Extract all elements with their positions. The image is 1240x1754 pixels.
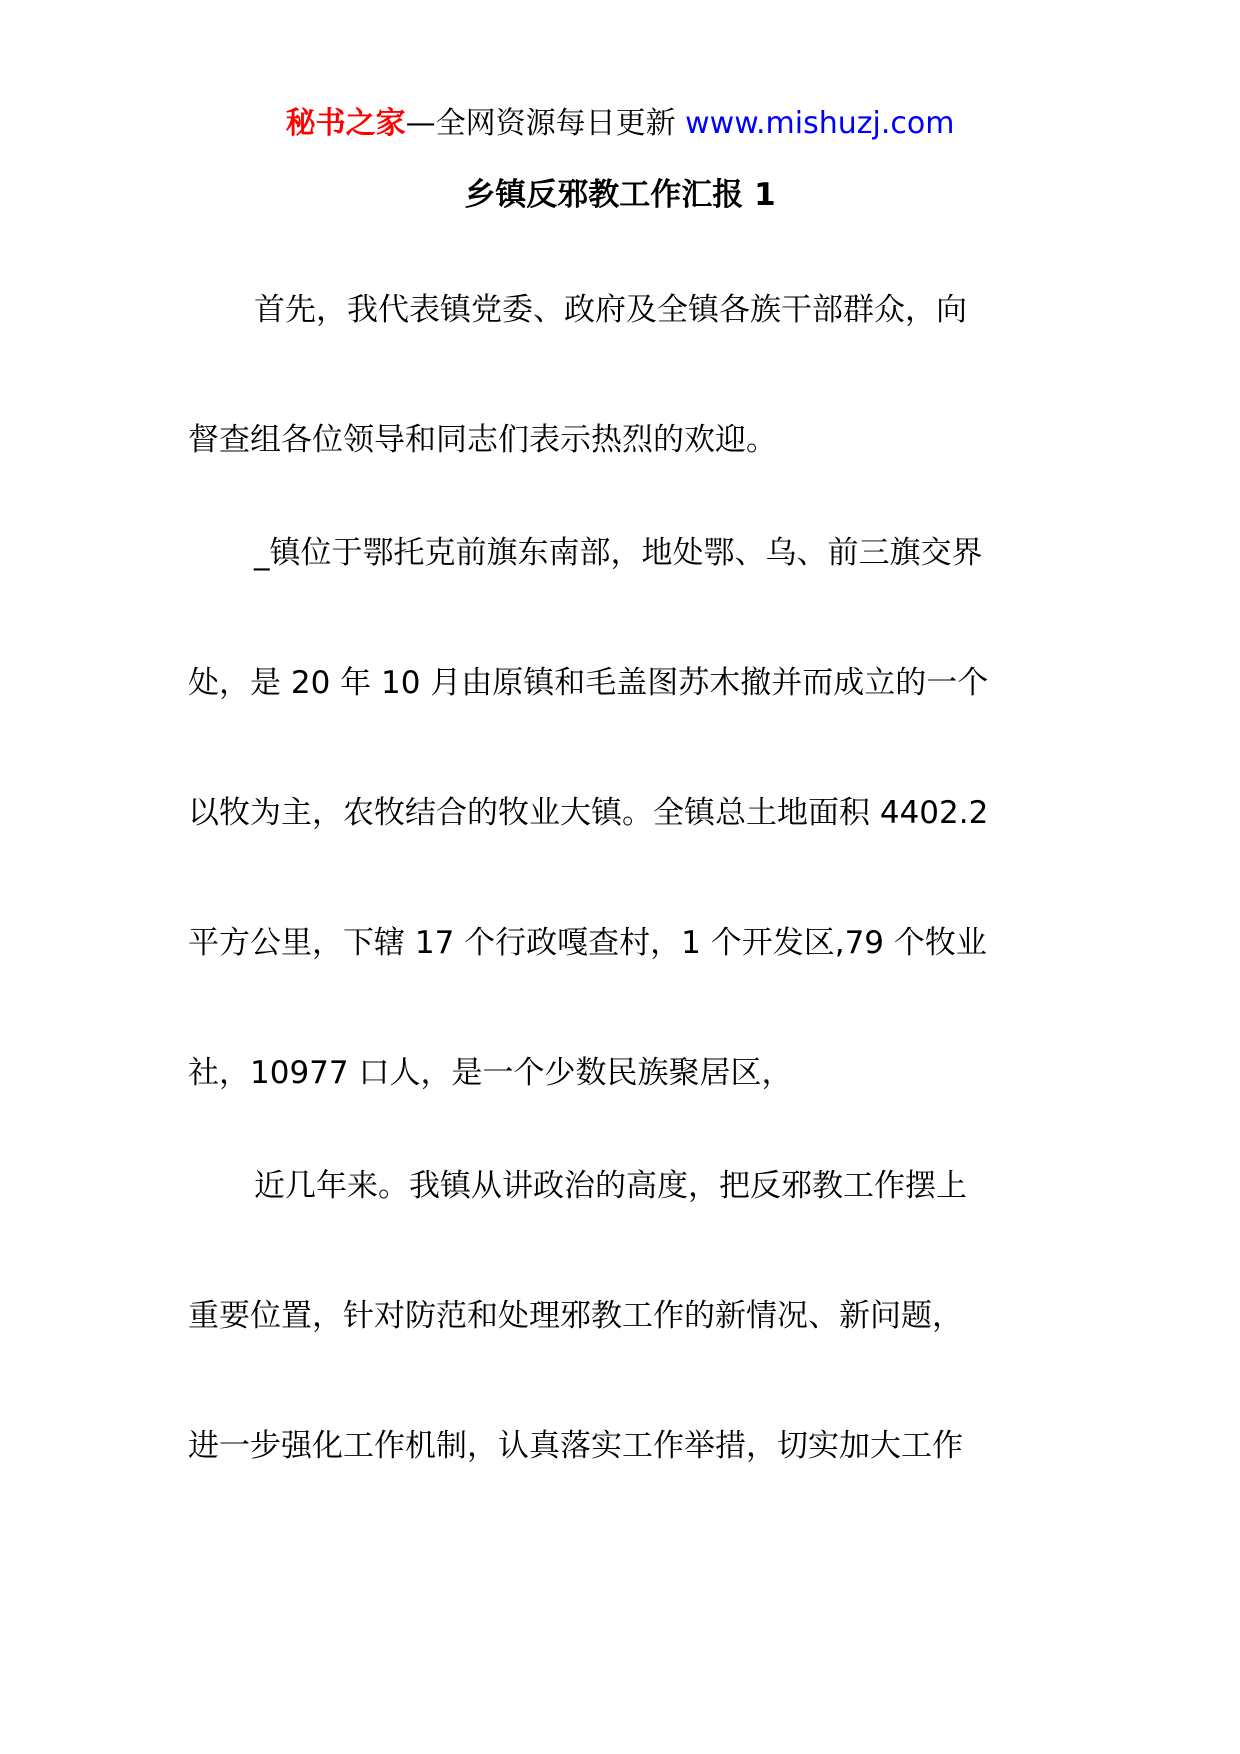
site-slogan: —全网资源每日更新 <box>405 106 676 141</box>
paragraph-3-line-3: 进一步强化工作机制，认真落实工作举措，切实加大工作 <box>188 1428 963 1464</box>
site-brand: 秘书之家 <box>285 106 406 141</box>
paragraph-2-line-5: 社，10977 口人，是一个少数民族聚居区， <box>188 1055 793 1091</box>
paragraph-3-line-2: 重要位置，针对防范和处理邪教工作的新情况、新问题， <box>188 1298 963 1334</box>
site-header <box>0 100 1240 148</box>
paragraph-2-line-2: 处，是 20 年 10 月由原镇和毛盖图苏木撤并而成立的一个 <box>188 665 989 701</box>
paragraph-2-line-4: 平方公里，下辖 17 个行政嘎查村，1 个开发区,79 个牧业 <box>188 925 987 961</box>
paragraph-2-line-1: _镇位于鄂托克前旗东南部，地处鄂、乌、前三旗交界 <box>254 535 983 571</box>
document-title: 乡镇反邪教工作汇报 1 <box>464 177 776 213</box>
paragraph-3-line-1: 近几年来。我镇从讲政治的高度，把反邪教工作摆上 <box>254 1168 967 1204</box>
paragraph-2-line-3: 以牧为主，农牧结合的牧业大镇。全镇总土地面积 4402.2 <box>188 795 989 831</box>
paragraph-1-line-2: 督查组各位领导和同志们表示热烈的欢迎。 <box>188 422 777 458</box>
paragraph-1-line-1: 首先，我代表镇党委、政府及全镇各族干部群众，向 <box>254 292 967 328</box>
site-url-link[interactable]: www.mishuzj.com <box>685 106 955 141</box>
